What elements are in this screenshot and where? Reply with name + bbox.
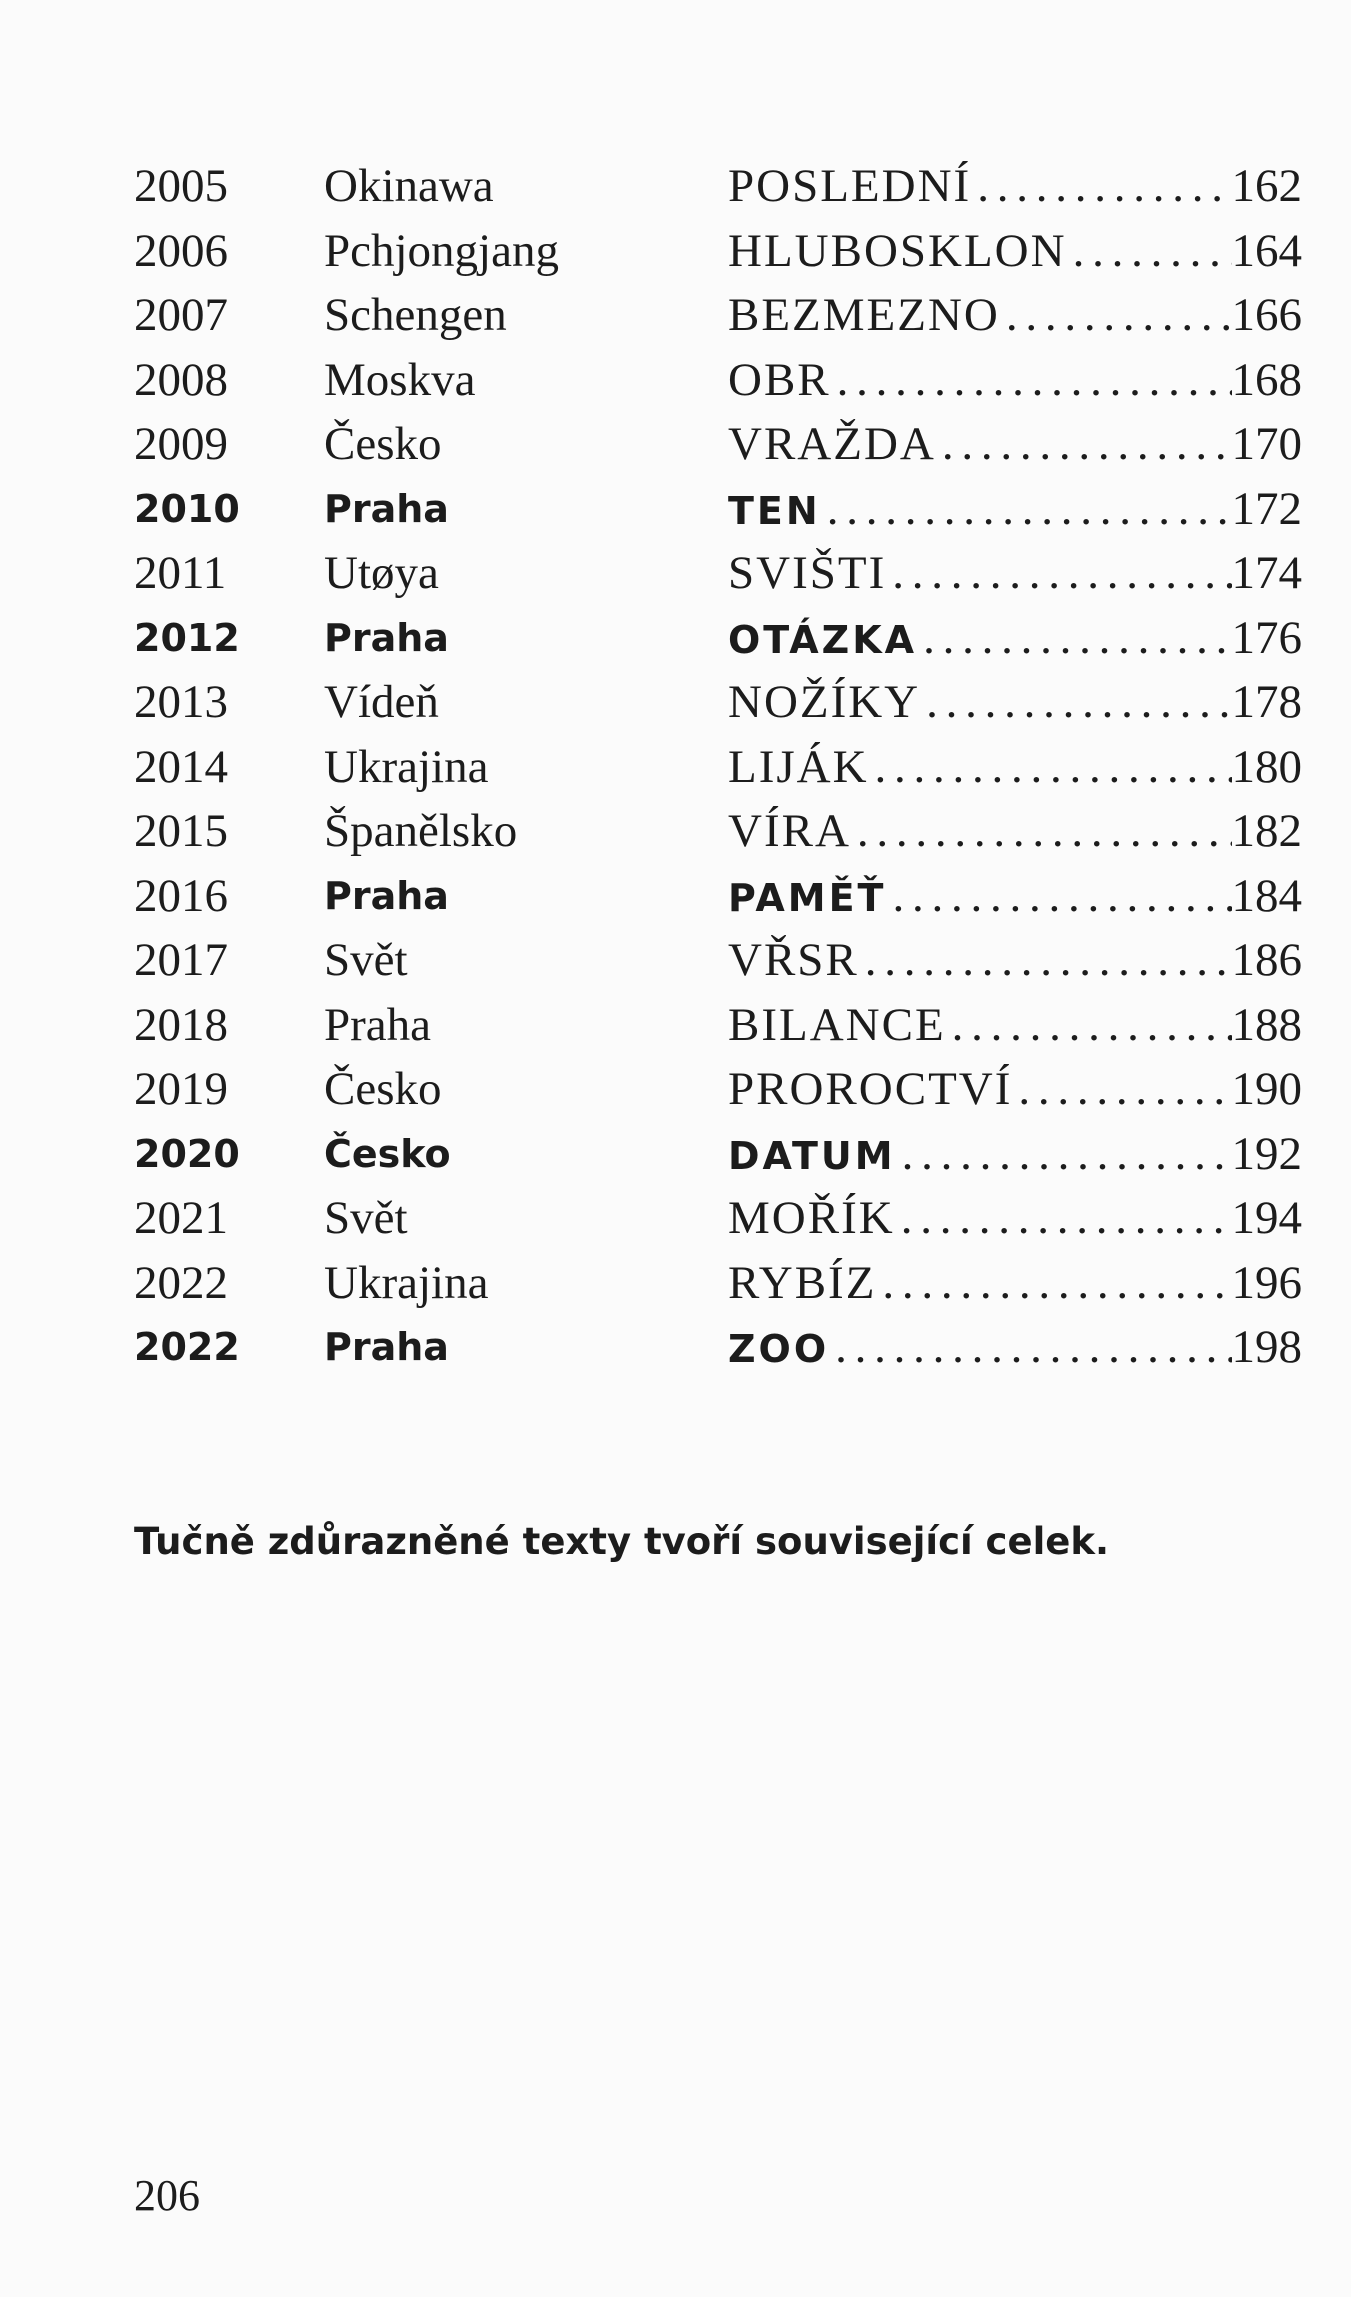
toc-title: TEN	[728, 488, 821, 533]
toc-row	[134, 348, 1302, 413]
dot-leader	[831, 348, 1232, 413]
toc-place: Svět	[324, 1192, 408, 1244]
toc-place: Okinawa	[324, 160, 494, 212]
toc-title: SVIŠTI	[728, 547, 887, 599]
toc-entry	[728, 993, 1302, 1058]
toc-place: Vídeň	[324, 676, 439, 728]
toc-title: RYBÍZ	[728, 1256, 877, 1309]
toc-entry	[728, 541, 1302, 606]
toc-year: 2015	[134, 805, 228, 857]
toc-year: 2017	[134, 934, 228, 986]
toc-row	[134, 670, 1302, 735]
bold-texts-note: Tučně zdůrazněné texty tvoří související celek.	[134, 1520, 1110, 1563]
toc-year: 2005	[134, 160, 228, 212]
toc-title: BILANCE	[728, 998, 946, 1051]
toc-title: POSLEDNÍ	[728, 160, 972, 212]
dot-leader	[1012, 1057, 1231, 1122]
toc-year: 2007	[134, 289, 228, 341]
dot-leader	[895, 1186, 1232, 1251]
toc-row	[134, 283, 1302, 348]
toc-place: Česko	[324, 418, 442, 470]
toc-title: OBR	[728, 353, 831, 406]
page-number: 206	[134, 2171, 200, 2220]
toc-row	[134, 154, 1302, 219]
dot-leader	[917, 606, 1231, 671]
toc-row	[134, 1315, 1302, 1380]
toc-year: 2013	[134, 676, 228, 728]
toc-page-number: 174	[1231, 547, 1302, 599]
dot-leader	[920, 670, 1231, 735]
toc-row	[134, 606, 1302, 671]
toc-title: ZOO	[728, 1327, 830, 1371]
toc-year: 2018	[134, 998, 228, 1051]
toc-row	[134, 219, 1302, 284]
toc-row	[134, 864, 1302, 929]
toc-page-number: 178	[1231, 676, 1302, 728]
toc-row	[134, 477, 1302, 542]
toc-year: 2019	[134, 1063, 228, 1115]
toc-page-number: 166	[1231, 289, 1302, 341]
toc-entry	[728, 799, 1302, 864]
toc-entry	[728, 219, 1302, 284]
toc-row	[134, 1186, 1302, 1251]
toc-place: Schengen	[324, 289, 507, 341]
toc-page-number: 180	[1231, 740, 1302, 793]
toc-place: Ukrajina	[324, 740, 489, 793]
toc-place: Španělsko	[324, 805, 518, 857]
toc-page-number: 188	[1231, 998, 1302, 1051]
toc-title: PROROCTVÍ	[728, 1063, 1013, 1115]
toc-row	[134, 1251, 1302, 1316]
toc-page-number: 182	[1231, 805, 1302, 857]
toc-place: Praha	[324, 486, 449, 531]
toc-year: 2016	[134, 869, 228, 922]
dot-leader	[876, 1251, 1231, 1316]
dot-leader	[886, 541, 1231, 606]
toc-entry	[728, 1122, 1302, 1189]
dot-leader	[1067, 219, 1232, 284]
dot-leader	[859, 928, 1232, 993]
toc-place: Ukrajina	[324, 1256, 489, 1309]
dot-leader	[829, 1315, 1231, 1380]
toc-row	[134, 799, 1302, 864]
toc-year: 2009	[134, 418, 228, 470]
toc-year: 2022	[134, 1256, 228, 1309]
dot-leader	[896, 1122, 1232, 1187]
toc-page-number: 176	[1231, 611, 1302, 664]
toc-entry	[728, 1251, 1302, 1316]
toc-title: PAMĚŤ	[728, 875, 887, 920]
toc-entry	[728, 477, 1302, 544]
dot-leader	[946, 993, 1232, 1058]
toc-entry	[728, 670, 1302, 735]
toc-year: 2006	[134, 224, 228, 277]
toc-page-number: 198	[1231, 1321, 1302, 1373]
toc-place: Utøya	[324, 547, 439, 599]
toc-year: 2022	[134, 1325, 240, 1369]
toc-entry	[728, 606, 1302, 673]
toc-place: Pchjongjang	[324, 224, 559, 277]
toc-page-number: 184	[1231, 869, 1302, 922]
toc-row	[134, 541, 1302, 606]
toc-year: 2011	[134, 547, 227, 599]
toc-entry	[728, 348, 1302, 413]
toc-place: Praha	[324, 873, 449, 918]
toc-row	[134, 412, 1302, 477]
toc-page-number: 186	[1231, 934, 1302, 986]
toc-title: BEZMEZNO	[728, 289, 1000, 341]
toc-entry	[728, 735, 1302, 800]
toc-entry	[728, 154, 1302, 219]
toc-page-number: 168	[1231, 353, 1302, 406]
toc-entry	[728, 928, 1302, 993]
dot-leader	[886, 864, 1231, 929]
toc-row	[134, 993, 1302, 1058]
toc-place: Moskva	[324, 353, 476, 406]
toc-title: HLUBOSKLON	[728, 224, 1067, 277]
toc-place: Praha	[324, 1325, 449, 1369]
toc-row	[134, 1122, 1302, 1187]
dot-leader	[851, 799, 1232, 864]
dot-leader	[1000, 283, 1232, 348]
toc-entry	[728, 864, 1302, 931]
toc-title: DATUM	[728, 1133, 896, 1178]
toc-title: VŘSR	[728, 934, 859, 986]
toc-page-number: 172	[1231, 482, 1302, 535]
toc-title: VRAŽDA	[728, 418, 936, 470]
toc-title: OTÁZKA	[728, 617, 918, 662]
dot-leader	[971, 154, 1231, 219]
toc-place: Česko	[324, 1131, 451, 1176]
toc-year: 2010	[134, 486, 240, 531]
toc-year: 2008	[134, 353, 228, 406]
toc-title: VÍRA	[728, 805, 851, 857]
toc-page-number: 194	[1231, 1192, 1302, 1244]
toc-year: 2021	[134, 1192, 228, 1244]
table-of-contents	[134, 154, 1302, 1380]
toc-place: Praha	[324, 615, 449, 660]
toc-title: LIJÁK	[728, 740, 869, 793]
toc-year: 2014	[134, 740, 228, 793]
toc-page-number: 192	[1231, 1127, 1302, 1180]
toc-page-number: 190	[1231, 1063, 1302, 1115]
toc-title: MOŘÍK	[728, 1192, 895, 1244]
toc-place: Česko	[324, 1063, 442, 1115]
toc-entry	[728, 412, 1302, 477]
toc-place: Praha	[324, 998, 432, 1051]
toc-entry	[728, 1057, 1302, 1122]
dot-leader	[869, 735, 1232, 800]
toc-page-number: 162	[1231, 160, 1302, 212]
toc-page-number: 164	[1231, 224, 1302, 277]
toc-place: Svět	[324, 934, 408, 986]
toc-year: 2012	[134, 615, 240, 660]
toc-page-number: 196	[1231, 1256, 1302, 1309]
dot-leader	[821, 477, 1232, 542]
dot-leader	[936, 412, 1232, 477]
toc-entry	[728, 1186, 1302, 1251]
toc-row	[134, 735, 1302, 800]
toc-entry	[728, 283, 1302, 348]
toc-row	[134, 1057, 1302, 1122]
toc-title: NOŽÍKY	[728, 676, 921, 728]
toc-entry	[728, 1315, 1302, 1382]
toc-page-number: 170	[1231, 418, 1302, 470]
toc-year: 2020	[134, 1131, 240, 1176]
toc-row	[134, 928, 1302, 993]
